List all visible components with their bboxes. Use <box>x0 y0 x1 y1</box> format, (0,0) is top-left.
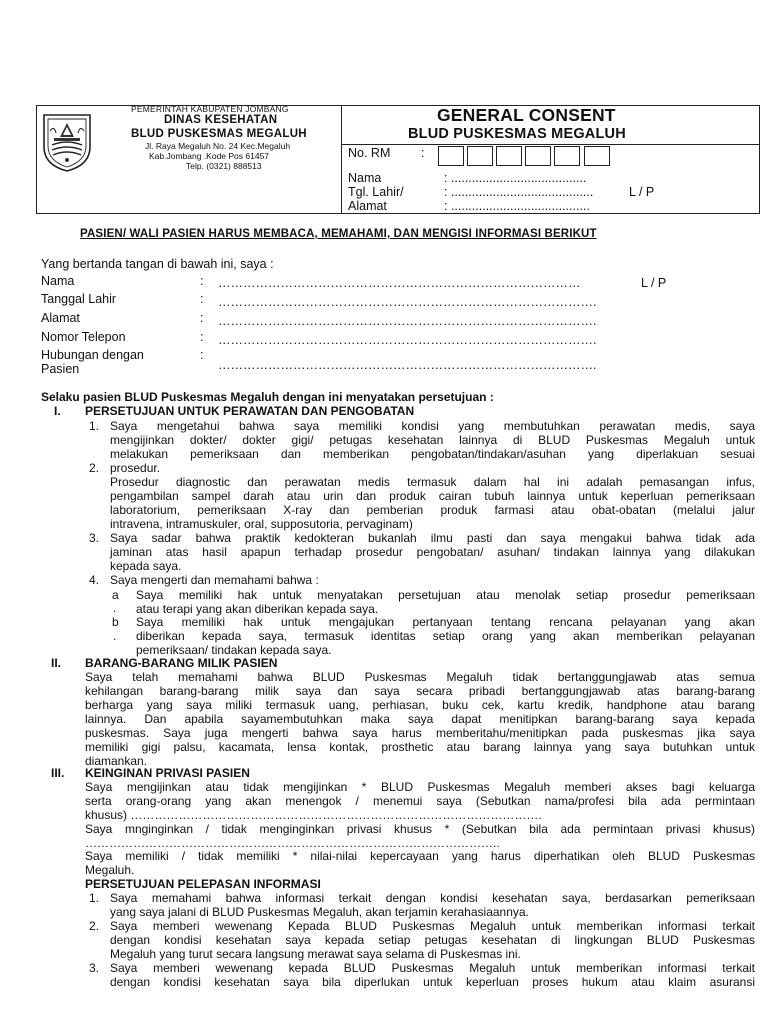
item-3-line-2: jaminan atas hasil apapun terhadap prosedur pengobatan/ asuhan/ tindakan lainnya yang dilakukan <box>110 545 755 559</box>
sub-b-line-2: diberikan kepada saya, termasuk identitas setiap orang yang akan memberikan pelayanan <box>136 629 755 643</box>
section-3-line-3[interactable]: khusus) …………………………………………………………………………………………. <box>85 808 542 822</box>
title-underline <box>341 144 760 145</box>
field-tanggal-label: Tanggal Lahir <box>41 292 117 306</box>
org-address-line1: Jl. Raya Megaluh No. 24 Kec.Megaluh <box>145 141 291 151</box>
item-2-number: 2. <box>89 461 100 475</box>
item-3-line-3: kepada saya. <box>110 559 182 573</box>
item-1-number: 1. <box>89 419 100 433</box>
field-hubungan-input[interactable]: ………………………………………………………………………………. <box>218 358 597 372</box>
org-phone: Telp. (0321) 888513 <box>186 161 262 171</box>
release-2-line-1: Saya memberi wewenang Kepada BLUD Puskesmas Megaluh untuk memberikan informasi terkait <box>110 919 755 933</box>
item-4-line-1: Saya mengerti dan memahami bahwa : <box>110 573 319 587</box>
release-2-line-2: dengan kondisi kesehatan saya kepada setiap petugas kesehatan di lingkungan BLUD Puskesmas <box>110 933 755 947</box>
field-hubungan-label: Hubungan dengan <box>41 348 144 362</box>
sub-a-mark: a <box>112 588 119 602</box>
header-tgl-field[interactable]: : ......................................... <box>444 185 594 199</box>
release-1-number: 1. <box>89 891 100 905</box>
field-alamat-colon: : <box>200 311 204 325</box>
section-3-number: III. <box>51 766 65 780</box>
no-rm-box-2[interactable] <box>467 146 493 166</box>
sub-a-dot: . <box>113 601 117 615</box>
header-tgl-label: Tgl. Lahir/ <box>348 185 404 199</box>
section-2-line-3: berharga yang saya miliki termasuk uang, perhiasan, buku cek, kartu kredik, handphone atau barang <box>85 698 755 712</box>
form-title: GENERAL CONSENT <box>437 105 616 125</box>
section-2-line-7: diamankan. <box>85 754 148 768</box>
no-rm-box-4[interactable] <box>525 146 551 166</box>
field-alamat-input[interactable]: ………………………………………………………………………………. <box>218 314 597 328</box>
field-tanggal-input[interactable]: ………………………………………………………………………………. <box>218 295 597 309</box>
section-2-line-6: memiliki gigi palsu, kacamata, lensa kontak, prosthetic atau barang lainnya yang saya butuhkan untuk <box>85 740 755 754</box>
item-4-number: 4. <box>89 573 100 587</box>
field-hubungan-label-2: Pasien <box>41 362 80 376</box>
release-2-line-3: Megaluh yang turut secara langsung merawat saya selama di Puskesmas ini. <box>110 947 521 961</box>
field-telepon-colon: : <box>200 330 204 344</box>
section-3-line-6: Saya memiliki / tidak memiliki * nilai-nilai kepercayaan yang harus diperhatikan oleh BLUD Puskesmas <box>85 849 755 863</box>
section-2-line-2: kehilangan barang-barang milik saya dan saya secara pribadi bertanggungjawab atas barang-barang <box>85 684 755 698</box>
item-1-line-1: Saya mengetahui bahwa saya memiliki kondisi yang membutuhkan perawatan medis, saya <box>110 419 755 433</box>
item-2-line-4: laboratorium, pemeriksaan X-ray dan pemberian produk farmasi atau obat-obatan (melalui jalur <box>110 503 755 517</box>
org-address-line2: Kab.Jombang .Kode Pos 61457 <box>149 151 270 161</box>
sub-b-line-3: pemeriksaan/ tindakan kepada saya. <box>136 643 332 657</box>
section-4-title: PERSETUJUAN PELEPASAN INFORMASI <box>85 877 321 891</box>
field-hubungan-colon: : <box>200 348 204 362</box>
header-gender[interactable]: L / P <box>629 185 655 199</box>
section-2-number: II. <box>51 656 62 670</box>
no-rm-box-6[interactable] <box>584 146 610 166</box>
release-1-line-1: Saya memahami bahwa informasi terkait dengan kondisi kesehatan saya, berdasarkan pemeriksaan <box>110 891 755 905</box>
no-rm-box-5[interactable] <box>554 146 580 166</box>
sub-a-line-2: atau terapi yang akan diberikan kepada saya. <box>136 602 379 616</box>
section-3-line-4: Saya mnginginkan / tidak menginginkan privasi khusus * (Sebutkan bila ada permintaan privasi khusus) <box>85 822 755 836</box>
item-3-line-1: Saya sadar bahwa praktik kedokteran bukanlah ilmu pasti dan saya mengakui bahwa tidak ada <box>110 531 755 545</box>
field-nama-input[interactable]: …………………………………………………………………………… <box>218 276 581 290</box>
header-nama-label: Nama <box>348 171 382 185</box>
section-2-title: BARANG-BARANG MILIK PASIEN <box>85 656 278 670</box>
section-1-number: I. <box>54 404 61 418</box>
section-2-line-4: lainnya. Dan apabila sayamembutuhkan maka saya dapat menitipkan barang-barang saya kepada <box>85 712 755 726</box>
org-department: DINAS KESEHATAN <box>164 114 278 126</box>
section-3-line-5[interactable]: ………………………………………………………………………………………….. <box>85 836 500 850</box>
org-name: BLUD PUSKESMAS MEGALUH <box>131 128 307 140</box>
field-nama-label: Nama <box>41 274 75 288</box>
sub-b-line-1: Saya memiliki hak untuk mengajukan pertanyaan tentang rencana pelayanan yang akan <box>136 615 755 629</box>
org-government: PEMERINTAH KABUPATEN JOMBANG <box>131 104 289 114</box>
item-2-line-3: pengambilan sampel darah atau urin dan produk cairan tubuh lainnya untuk keperluan pemeriksaan <box>110 489 755 503</box>
header-divider <box>341 105 342 214</box>
item-2-line-1: prosedur. <box>110 461 161 475</box>
field-gender[interactable]: L / P <box>641 276 667 290</box>
field-nama-colon: : <box>200 274 204 288</box>
no-rm-colon: : <box>421 146 425 160</box>
release-2-number: 2. <box>89 919 100 933</box>
consent-statement: Selaku pasien BLUD Puskesmas Megaluh dengan ini menyatakan persetujuan : <box>41 390 494 404</box>
sub-a-line-1: Saya memiliki hak untuk menyatakan persetujuan atau menolak setiap prosedur pemeriksaan <box>136 588 755 602</box>
field-telepon-input[interactable]: ………………………………………………………………………………. <box>218 333 597 347</box>
no-rm-box-1[interactable] <box>438 146 464 166</box>
release-3-line-1: Saya memberi wewenang kepada BLUD Puskesmas Megaluh untuk memberikan informasi terkait <box>110 961 755 975</box>
instruction-heading: PASIEN/ WALI PASIEN HARUS MEMBACA, MEMAHAMI, DAN MENGISI INFORMASI BERIKUT <box>80 228 597 240</box>
section-2-line-5: puskesmas. Saya juga mengerti bahwa saya harus memberitahu/menitipkan pada puskesmas jika saya <box>85 726 755 740</box>
release-3-number: 3. <box>89 961 100 975</box>
item-1-line-3: melakukan pemeriksaan dan memberikan pengobatan/tindakan/asuhan yang diperlakuan sesuai <box>110 447 755 461</box>
form-subtitle: BLUD PUSKESMAS MEGALUH <box>408 126 626 142</box>
jombang-emblem-icon <box>40 111 94 173</box>
section-2-line-1: Saya telah memahami bahwa BLUD Puskesmas Megaluh tidak bertanggungjawab atas semua <box>85 670 755 684</box>
field-alamat-label: Alamat <box>41 311 80 325</box>
item-2-line-5: intravena, intramuskuler, oral, supposutoria, pervaginam) <box>110 517 413 531</box>
release-3-line-2: dengan kondisi kesehatan saya bila diperlukan untuk keperluan proses hukum atau klaim asuransi <box>110 975 755 989</box>
field-tanggal-colon: : <box>200 292 204 306</box>
section-3-line-1: Saya mengijinkan atau tidak mengijinkan * BLUD Puskesmas Megaluh memberi akses bagi keluarga <box>85 780 755 794</box>
intro-text: Yang bertanda tangan di bawah ini, saya : <box>41 257 274 271</box>
field-telepon-label: Nomor Telepon <box>41 330 126 344</box>
no-rm-label: No. RM <box>348 146 391 160</box>
header-alamat-field[interactable]: : ........................................ <box>444 199 590 213</box>
item-3-number: 3. <box>89 531 100 545</box>
item-1-line-2: mengijinkan dokter/ dokter gigi/ petugas kesehatan lainnya di BLUD Puskesmas Megaluh untuk <box>110 433 755 447</box>
item-2-line-2: Prosedur diagnostic dan perawatan medis termasuk dalam hal ini adalah pemasangan infus, <box>110 475 755 489</box>
header-alamat-label: Alamat <box>348 199 387 213</box>
section-3-line-7: Megaluh. <box>85 863 135 877</box>
section-3-title: KEINGINAN PRIVASI PASIEN <box>85 766 250 780</box>
sub-b-dot: . <box>113 629 117 643</box>
release-1-line-2: yang saya jalani di BLUD Puskesmas Megaluh, akan terjamin kerahasiaannya. <box>110 905 529 919</box>
section-3-line-2: serta orang-orang yang akan menengok / menemui saya (Sebutkan nama/profesi bila ada permintaan <box>85 794 755 808</box>
sub-b-mark: b <box>112 615 119 629</box>
header-nama-field[interactable]: : ....................................... <box>444 171 587 185</box>
no-rm-box-3[interactable] <box>496 146 522 166</box>
section-1-title: PERSETUJUAN UNTUK PERAWATAN DAN PENGOBATAN <box>85 404 415 418</box>
